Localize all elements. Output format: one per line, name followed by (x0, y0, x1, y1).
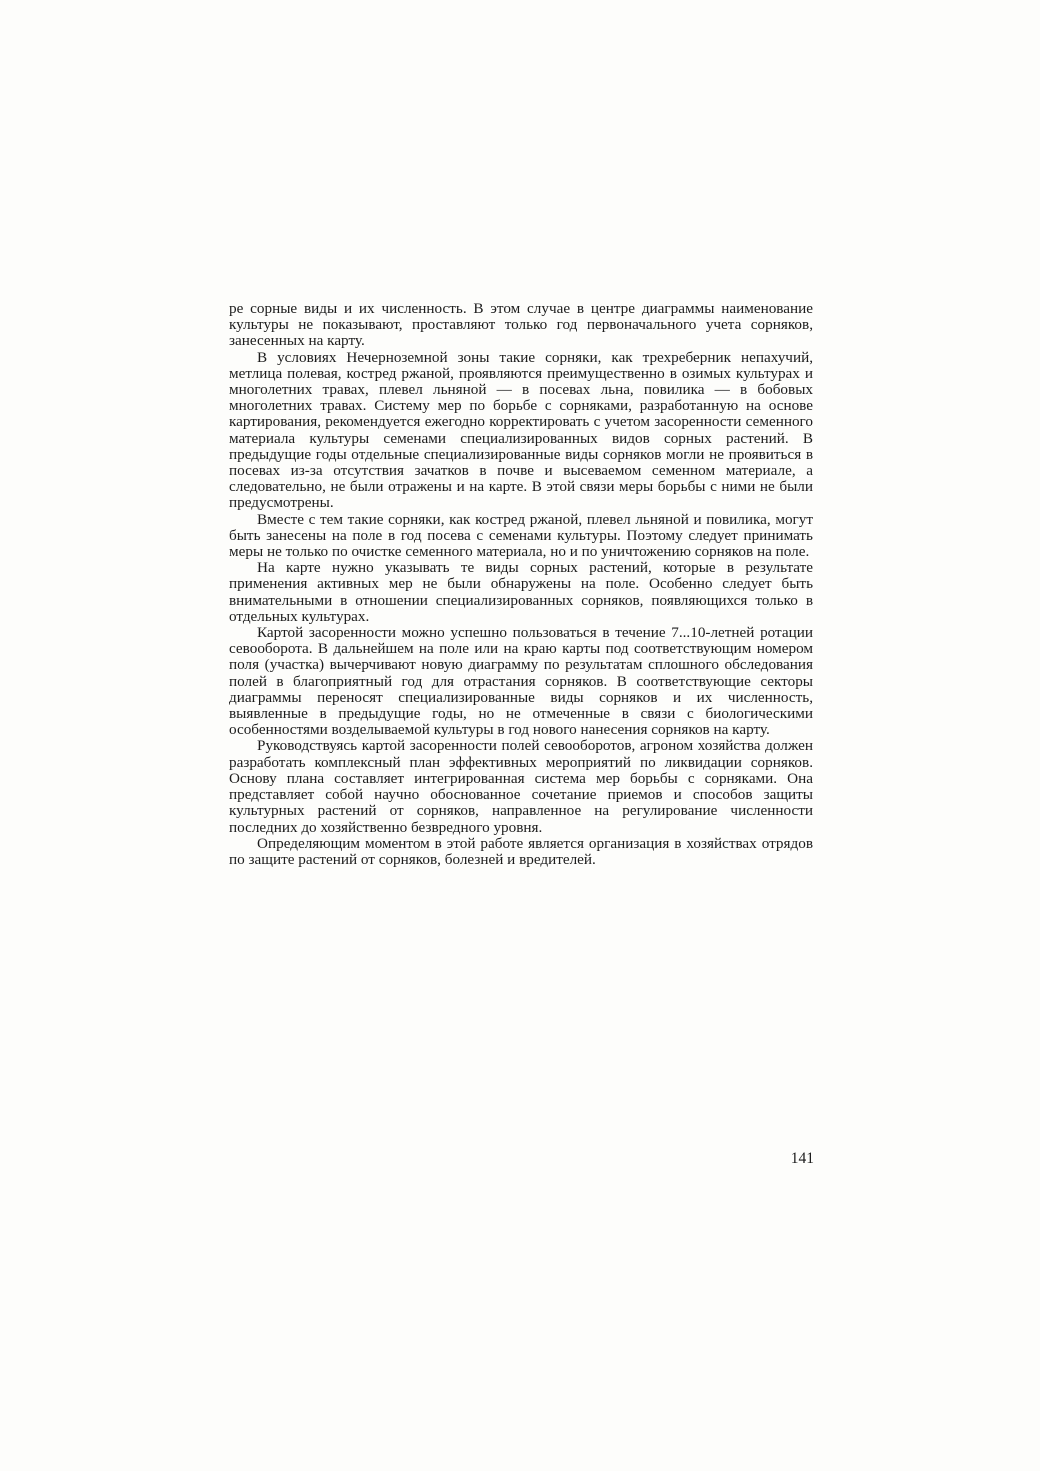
paragraph: На карте нужно указывать те виды сорных растений, которые в результате применения активных мер не были обнаружены на поле. Особенно следует быть внимательными в отношении специализированных сорняков, появляющихся только в отдельных культурах. (229, 559, 813, 625)
paragraph: Картой засоренности можно успешно пользоваться в течение 7...10-летней ротации севооборота. В дальнейшем на поле или на краю карты под соответствующим номером поля (участка) вычерчивают новую диаграмму по результатам сплошного обследования полей в благоприятный год для отрастания сорняков. В соответствующие секторы диаграммы переносят специализированные виды сорняков и их численность, выявленные в предыдущие годы, но не отмеченные в связи с биологическими особенностями возделываемой культуры в год нового нанесения сорняков на карту. (229, 624, 813, 739)
page-number: 141 (790, 1150, 814, 1167)
paragraph: Определяющим моментом в этой работе является организация в хозяйствах отрядов по защите растений от сорняков, болезней и вредителей. (229, 834, 813, 868)
paragraph: Руководствуясь картой засоренности полей севооборотов, агроном хозяйства должен разработать комплексный план эффективных мероприятий по ликвидации сорняков. Основу плана составляет интегрированная система мер борьбы с сорняками. Она представляет собой научно обоснованное сочетание приемов и способов защиты культурных растений от сорняков, направленное на регулирование численности последних до хозяйственно безвредного уровня. (229, 737, 813, 836)
paragraph-continuation: ре сорные виды и их численность. В этом случае в центре диаграммы наименование культуры не показывают, проставляют только год первоначального учета сорняков, занесенных на карту. (229, 300, 813, 350)
paragraph: Вместе с тем такие сорняки, как костред ржаной, плевел льняной и повилика, могут быть занесены на поле в год посева с семенами культуры. Поэтому следует принимать меры не только по очистке семенного материала, но и по уничтожению сорняков на поле. (229, 510, 813, 561)
page-body (229, 301, 813, 868)
paragraph: В условиях Нечерноземной зоны такие сорняки, как трехреберник непахучий, метлица полевая, костред ржаной, проявляются преимущественно в озимых культурах и многолетних травах, плевел льняной — в посевах льна, повилика — в бобовых многолетних травах. Систему мер по борьбе с сорняками, разработанную на основе картирования, рекомендуется ежегодно корректировать с учетом засоренности семенного материала культуры семенами специализированных видов сорных растений. В предыдущие годы отдельные специализированные виды сорняков могли не проявиться в посевах из-за отсутствия зачатков в почве и высеваемом семенном материале, а следовательно, не были отражены и на карте. В этой связи меры борьбы с ними не были предусмотрены. (229, 348, 813, 512)
